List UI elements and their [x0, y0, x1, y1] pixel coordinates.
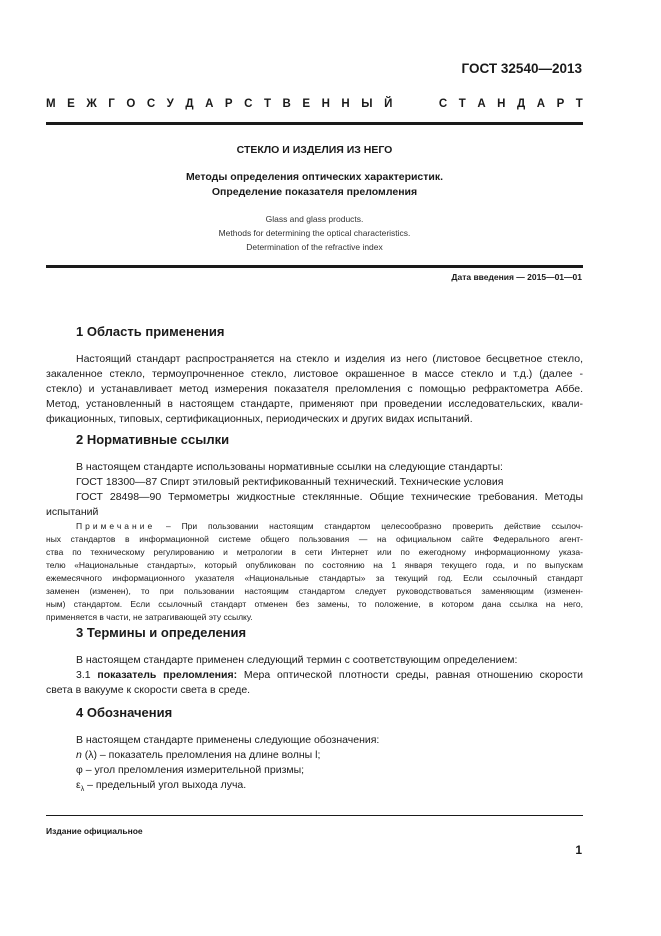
section-2-heading: 2 Нормативные ссылки — [76, 432, 230, 447]
note-line: Примечание – При пользовании настоящим стандартом целесообразно проверить действие ссылоч- — [76, 521, 583, 531]
standard-type-line — [46, 98, 583, 110]
note-line: ства по техническому регулированию и метрологии в сети Интернет или по ежегодному информационному указа- — [46, 547, 583, 557]
s2-line: ГОСТ 18300—87 Спирт этиловый ректификованный технический. Технические условия — [76, 476, 504, 488]
title-main: СТЕКЛО И ИЗДЕЛИЯ ИЗ НЕГО — [236, 144, 393, 156]
note-line: телю «Национальные стандарты», который опубликован по состоянию на 1 января текущего года, и по выпускам — [46, 560, 583, 570]
standard-type-letter: Д — [185, 98, 194, 110]
standard-type-letter: Р — [224, 98, 233, 110]
standard-type-letter: С — [146, 98, 156, 110]
standard-type-letter: Т — [263, 98, 271, 110]
s1-line: Метод, установленный в настоящем стандарте, применяют при проведении исследовательских, квали- — [46, 398, 583, 410]
standard-type-letter — [421, 98, 427, 110]
standard-type-letter: А — [536, 98, 546, 110]
note-line: заменен (изменен), то при пользовании настоящим стандартом следует руководствоваться заменяющим (изменен- — [46, 586, 583, 596]
standard-type-letter: Й — [384, 98, 393, 110]
section-1-heading: 1 Область применения — [76, 324, 225, 339]
standard-type-letter: Н — [497, 98, 506, 110]
page-number: 1 — [575, 843, 582, 857]
s4-symbol-phi: φ – угол преломления измерительной призмы; — [76, 764, 305, 776]
section-1-body — [46, 352, 583, 427]
s4-symbol-epsilon: $\varepsilon_\lambda$ – предельный угол выхода луча. — [76, 779, 247, 794]
standard-type-letter: У — [166, 98, 174, 110]
s1-line: фикационных, типовых, сертификационных, периодических и других видах испытаний. — [46, 413, 473, 425]
section-2-body — [46, 460, 583, 520]
s2-line: испытаний — [46, 506, 99, 518]
section-4-body — [46, 733, 583, 797]
standard-type-letter — [404, 98, 410, 110]
title-sub-line-2: Определение показателя преломления — [211, 186, 418, 198]
title-en-line-2: Methods for determining the optical characteristics. — [218, 228, 411, 238]
standard-type-letter: Г — [108, 98, 115, 110]
term-name: показатель преломления: — [97, 669, 238, 681]
standard-type-letter: Д — [517, 98, 526, 110]
s2-line: ГОСТ 28498—90 Термометры жидкостные стеклянные. Общие технические требования. Методы — [76, 491, 583, 503]
standard-type-letter: Ж — [86, 98, 97, 110]
note-line: ным) стандартом. Если ссылочный стандарт отменен без замены, то положение, в котором дана ссылка на него, — [46, 599, 583, 609]
standard-type-letter: О — [126, 98, 136, 110]
edition-label: Издание официальное — [46, 826, 143, 836]
standard-type-letter: Т — [575, 98, 583, 110]
note-line: ежемесячного информационного указателя «Национальные стандарты» за текущий год. Если ссылочный стандарт — [46, 573, 583, 583]
s3-line: В настоящем стандарте применен следующий термин с соответствующим определением: — [76, 654, 518, 666]
note-line: применяется в части, не затрагивающей эту ссылку. — [46, 612, 253, 622]
footer-rule — [46, 815, 583, 816]
s2-line: В настоящем стандарте использованы нормативные ссылки на следующие стандарты: — [76, 461, 503, 473]
s1-line: стекло) и устанавливает метод измерения показателя преломления с помощью рефрактометра Аббе. — [46, 383, 583, 395]
section-3-body — [46, 653, 583, 698]
standard-type-letter: Н — [341, 98, 350, 110]
gost-number: ГОСТ 32540—2013 — [461, 61, 582, 76]
standard-type-letter: Н — [321, 98, 330, 110]
standard-type-letter: Т — [458, 98, 466, 110]
standard-type-letter: С — [438, 98, 448, 110]
section-3-heading: 3 Термины и определения — [76, 625, 247, 640]
s4-line: В настоящем стандарте применены следующие обозначения: — [76, 734, 380, 746]
title-sub-line-1: Методы определения оптических характеристик. — [185, 171, 444, 183]
s1-line: закаленное стекло, термоупрочненное стекло, листовое окрашенное в массе стекло и т.д.) (далее - — [46, 368, 583, 380]
standard-type-letter: М — [46, 98, 56, 110]
s4-symbol-n: n (λ) – показатель преломления на длине волны l; — [76, 749, 321, 761]
section-4-heading: 4 Обозначения — [76, 705, 173, 720]
date-introduction: Дата введения — 2015—01—01 — [451, 272, 582, 282]
standard-type-letter: Р — [556, 98, 565, 110]
standard-type-letter: А — [477, 98, 486, 110]
standard-type-letter: В — [282, 98, 291, 110]
title-sub — [46, 170, 583, 200]
title-en-line-3: Determination of the refractive index — [246, 242, 383, 252]
s3-term-line: 3.1 показатель преломления: Мера оптической плотности среды, равная отношению скорости — [76, 669, 584, 681]
title-en-line-1: Glass and glass products. — [265, 214, 364, 224]
section-2-note — [46, 520, 583, 624]
top-rule — [46, 122, 583, 125]
title-english — [46, 212, 583, 254]
standard-type-letter: Е — [67, 98, 75, 110]
title-rule — [46, 265, 583, 268]
standard-type-letter: С — [244, 98, 253, 110]
s1-line: Настоящий стандарт распространяется на стекло и изделия из него (листовое бесцветное стекло, — [76, 353, 583, 365]
note-line: ных стандартов в информационной системе общего пользования — на официальном сайте Федерального агент- — [46, 534, 583, 544]
note-label: Примечание — [76, 521, 156, 531]
standard-type-letter: Е — [302, 98, 311, 110]
s3-line: света в вакууме к скорости света в среде. — [46, 684, 251, 696]
standard-type-letter: А — [205, 98, 214, 110]
standard-type-letter: Ы — [361, 98, 373, 110]
